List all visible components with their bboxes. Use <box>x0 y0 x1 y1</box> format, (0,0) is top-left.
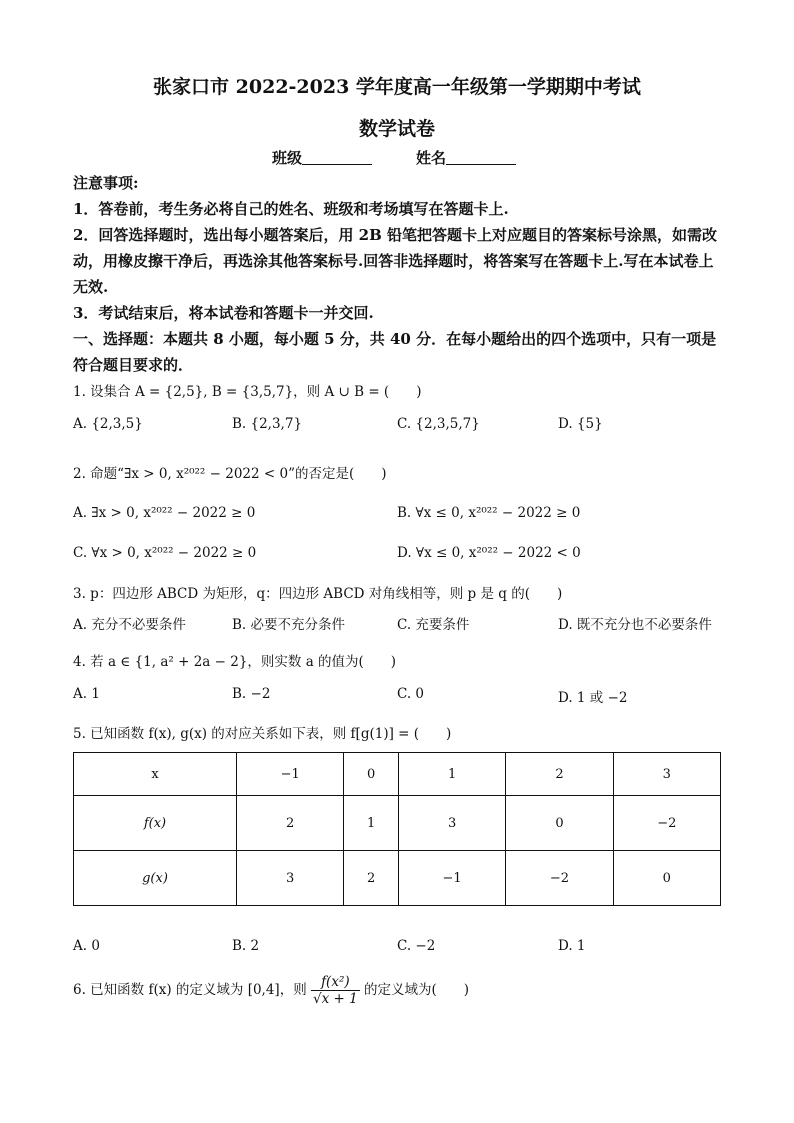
exam-subtitle: 数学试卷 <box>358 118 435 140</box>
notice-heading: 注意事项: <box>73 174 139 192</box>
q1-option-d[interactable]: D. {5} <box>558 416 603 432</box>
question-5-stem: 5. 已知函数 f(x), g(x) 的对应关系如下表，则 f[g(1)] = ( ) <box>73 726 452 742</box>
q3-option-d[interactable]: D. 既不充分也不必要条件 <box>558 617 712 633</box>
notice-item-2: 2．回答选择题时，选出每小题答案后，用 2B 铅笔把答题卡上对应题目的答案标号涂黑，如需改动，用橡皮擦干净后，再选涂其他答案标号.回答非选择题时，将答案写在答题卡上.写在本试卷上无效. <box>73 226 718 296</box>
q5-option-b[interactable]: B. 2 <box>232 938 260 954</box>
q5-option-a[interactable]: A. 0 <box>73 938 100 954</box>
question-4-stem: 4. 若 a ∈ {1, a² + 2a − 2}，则实数 a 的值为( ) <box>73 654 397 670</box>
q6-text-a: 6. 已知函数 f(x) 的定义域为 [0,4]，则 <box>73 982 307 998</box>
q4-option-d[interactable]: D. 1 或 −2 <box>558 690 628 706</box>
q6-text-b: 的定义域为( ) <box>364 982 470 998</box>
q3-option-c[interactable]: C. 充要条件 <box>397 617 470 633</box>
q1-option-c[interactable]: C. {2,3,5,7} <box>397 416 480 432</box>
q2-option-c[interactable]: C. ∀x > 0, x²⁰²² − 2022 ≥ 0 <box>73 545 257 561</box>
table-cell: 3 <box>237 851 344 906</box>
table-cell: −2 <box>613 796 720 851</box>
q6-fraction <box>311 974 360 1007</box>
table-cell: −2 <box>506 851 613 906</box>
table-header-row <box>74 753 721 796</box>
table-cell: 2 <box>506 753 613 796</box>
question-3-stem: 3. p：四边形 ABCD 为矩形，q：四边形 ABCD 对角线相等，则 p 是 q 的( ) <box>73 586 563 602</box>
q4-option-a[interactable]: A. 1 <box>73 686 100 702</box>
table-cell: 0 <box>344 753 399 796</box>
section-heading: 一、选择题：本题共 8 小题，每小题 5 分，共 40 分．在每小题给出的四个选项中，只有一项是符合题目要求的． <box>73 330 717 374</box>
name-label: 姓名 <box>416 149 447 167</box>
question-2-stem: 2. 命题“∃x > 0, x²⁰²² − 2022 < 0”的否定是( ) <box>73 466 387 482</box>
q2-option-b[interactable]: B. ∀x ≤ 0, x²⁰²² − 2022 ≥ 0 <box>397 505 581 521</box>
table-cell: −1 <box>237 753 344 796</box>
notice-block <box>73 170 723 378</box>
q3-option-b[interactable]: B. 必要不充分条件 <box>232 617 346 633</box>
q4-option-b[interactable]: B. −2 <box>232 686 271 702</box>
table-cell: f(x) <box>74 796 237 851</box>
q4-option-c[interactable]: C. 0 <box>397 686 425 702</box>
name-blank <box>446 150 516 165</box>
q1-option-a[interactable]: A. {2,3,5} <box>73 416 143 432</box>
question-6-stem <box>73 974 469 1007</box>
name-field <box>416 147 516 168</box>
table-cell: x <box>74 753 237 796</box>
table-cell: 3 <box>613 753 720 796</box>
table-cell: 0 <box>613 851 720 906</box>
notice-item-1: 1．答卷前，考生务必将自己的姓名、班级和考场填写在答题卡上. <box>73 200 509 218</box>
table-cell: 2 <box>344 851 399 906</box>
q6-fraction-numerator: f(x²) <box>311 974 360 991</box>
question-1-stem: 1. 设集合 A = {2,5}, B = {3,5,7}，则 A ∪ B = ( ) <box>73 384 422 400</box>
table-cell: 2 <box>237 796 344 851</box>
q5-option-c[interactable]: C. −2 <box>397 938 436 954</box>
class-field <box>272 147 372 168</box>
function-table <box>73 752 721 906</box>
table-row <box>74 851 721 906</box>
table-row <box>74 796 721 851</box>
table-cell: 0 <box>506 796 613 851</box>
q2-option-d[interactable]: D. ∀x ≤ 0, x²⁰²² − 2022 < 0 <box>397 545 581 561</box>
q1-option-b[interactable]: B. {2,3,7} <box>232 416 303 432</box>
class-label: 班级 <box>272 149 303 167</box>
table-cell: 1 <box>398 753 505 796</box>
notice-item-3: 3．考试结束后，将本试卷和答题卡一并交回. <box>73 304 374 322</box>
table-cell: g(x) <box>74 851 237 906</box>
q6-fraction-denominator: √x + 1 <box>313 991 358 1007</box>
exam-title: 张家口市 2022-2023 学年度高一年级第一学期期中考试 <box>153 76 641 98</box>
q3-option-a[interactable]: A. 充分不必要条件 <box>73 617 186 633</box>
table-cell: 1 <box>344 796 399 851</box>
table-cell: −1 <box>398 851 505 906</box>
table-cell: 3 <box>398 796 505 851</box>
class-blank <box>302 150 372 165</box>
q2-option-a[interactable]: A. ∃x > 0, x²⁰²² − 2022 ≥ 0 <box>73 505 256 521</box>
q5-option-d[interactable]: D. 1 <box>558 938 586 954</box>
